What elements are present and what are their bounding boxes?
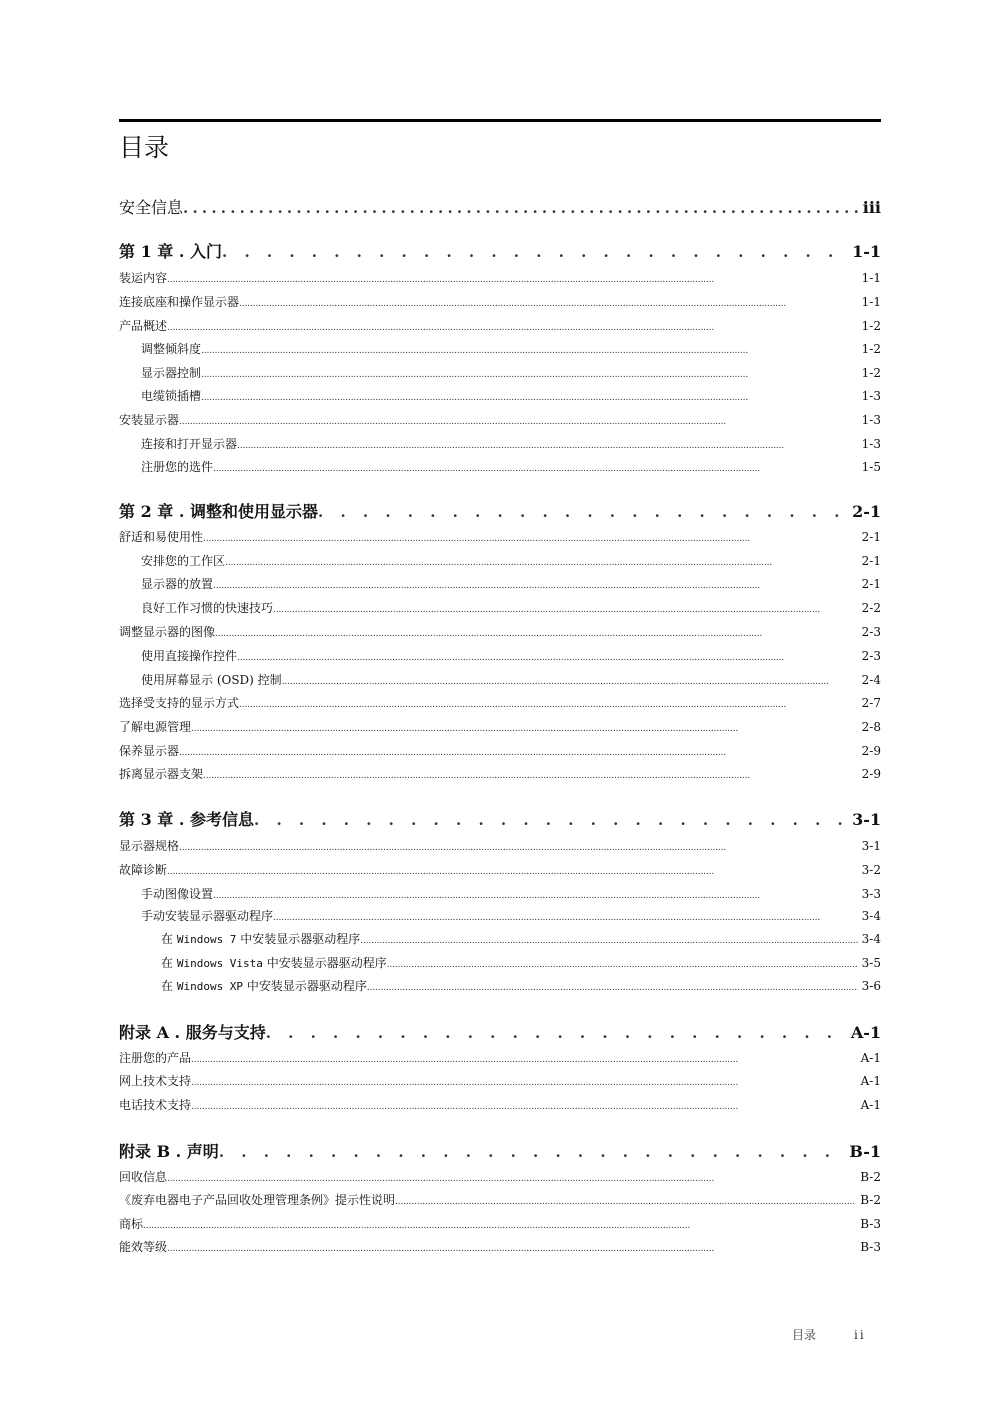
dot-leader: [167, 319, 858, 335]
toc-entry[interactable]: 商标 . . . B-3: [119, 1215, 881, 1233]
dot-leader: [203, 530, 858, 546]
dot-leader: [179, 413, 858, 429]
dot-leader: [213, 460, 858, 476]
toc-entry[interactable]: 保养显示器 . . . 2-9: [119, 742, 881, 760]
toc-chapter-2[interactable]: 第 2 章 . 调整和使用显示器 . . . 2-1: [119, 500, 881, 524]
toc-entry[interactable]: 连接底座和操作显示器 . . . 1-1: [119, 293, 881, 311]
toc-entry[interactable]: 注册您的选件 . . . 1-5: [119, 458, 881, 476]
toc-appendix-a[interactable]: 附录 A . 服务与支持 . . . A-1: [119, 1021, 881, 1045]
dot-leader: [201, 342, 858, 358]
toc-entry[interactable]: 了解电源管理 . . . 2-8: [119, 718, 881, 736]
dot-leader: [273, 909, 858, 925]
dot-leader: [213, 887, 858, 903]
toc-entry[interactable]: 回收信息 . . . B-2: [119, 1168, 881, 1186]
dot-leader: [213, 577, 858, 593]
page-footer: [792, 1326, 866, 1343]
toc-safety[interactable]: 安全信息 . . . iii: [119, 196, 881, 220]
toc-entry[interactable]: 在 Windows XP 中安装显示器驱动程序 . . . 3-6: [119, 977, 881, 995]
dot-leader: [191, 1098, 857, 1114]
toc-entry[interactable]: 良好工作习惯的快速技巧 . . . 2-2: [119, 599, 881, 617]
toc-entry[interactable]: 能效等级 . . . B-3: [119, 1238, 881, 1256]
toc-entry[interactable]: 产品概述 . . . 1-2: [119, 317, 881, 335]
toc-entry[interactable]: 在 Windows Vista 中安装显示器驱动程序 . . . 3-5: [119, 954, 881, 972]
dot-leader: [225, 554, 858, 570]
toc-entry[interactable]: 在 Windows 7 中安装显示器驱动程序 . . . 3-4: [119, 930, 881, 948]
dot-leader: [167, 1240, 856, 1256]
toc-entry[interactable]: 注册您的产品 . . . A-1: [119, 1049, 881, 1067]
toc-entry[interactable]: 装运内容 . . . 1-1: [119, 269, 881, 287]
toc-entry[interactable]: 电缆锁插槽 . . . 1-3: [119, 387, 881, 405]
toc-entry[interactable]: 调整显示器的图像 . . . 2-3: [119, 623, 881, 641]
toc-entry[interactable]: 拆离显示器支架 . . . 2-9: [119, 765, 881, 783]
toc-chapter-3[interactable]: 第 3 章 . 参考信息 . . . 3-1: [119, 808, 881, 832]
dot-leader: [191, 1074, 857, 1090]
dot-leader: [387, 956, 858, 972]
toc-entry[interactable]: 使用屏幕显示 (OSD) 控制 . . . 2-4: [119, 671, 881, 689]
toc-entry[interactable]: 选择受支持的显示方式 . . . 2-7: [119, 694, 881, 712]
dot-leader: [282, 673, 858, 689]
dot-leader: [395, 1193, 856, 1209]
page-title: 目录: [119, 133, 170, 162]
dot-leader: [367, 979, 858, 995]
toc-entry[interactable]: 调整倾斜度 . . . 1-2: [119, 340, 881, 358]
toc-entry[interactable]: 显示器的放置 . . . 2-1: [119, 575, 881, 593]
dot-leader: [318, 500, 848, 524]
dot-leader: [273, 601, 858, 617]
dot-leader: [167, 271, 858, 287]
dot-leader: [179, 839, 858, 855]
dot-leader: [219, 1140, 846, 1164]
dot-leader: [203, 767, 858, 783]
toc-entry[interactable]: 显示器控制 . . . 1-2: [119, 364, 881, 382]
footer-section: 目录: [792, 1328, 817, 1342]
dot-leader: [167, 1170, 856, 1186]
toc-entry[interactable]: 连接和打开显示器 . . . 1-3: [119, 435, 881, 453]
dot-leader: [201, 389, 858, 405]
toc-chapter-1[interactable]: 第 1 章 . 入门 . . . 1-1: [119, 240, 881, 264]
toc-entry[interactable]: 《废弃电器电子产品回收处理管理条例》提示性说明 . . . B-2: [119, 1191, 881, 1209]
dot-leader: [239, 696, 858, 712]
dot-leader: [254, 808, 848, 832]
toc-appendix-b[interactable]: 附录 B . 声明 . . . B-1: [119, 1140, 881, 1164]
dot-leader: [222, 240, 848, 264]
dot-leader: [237, 649, 858, 665]
dot-leader: [143, 1217, 856, 1233]
dot-leader: [191, 720, 858, 736]
dot-leader: [237, 437, 858, 453]
toc-entry[interactable]: 安装显示器 . . . 1-3: [119, 411, 881, 429]
dot-leader: [239, 295, 858, 311]
toc-entry[interactable]: 故障诊断 . . . 3-2: [119, 861, 881, 879]
toc-entry[interactable]: 使用直接操作控件 . . . 2-3: [119, 647, 881, 665]
dot-leader: [201, 366, 858, 382]
toc-entry[interactable]: 网上技术支持 . . . A-1: [119, 1072, 881, 1090]
toc-entry[interactable]: 安排您的工作区 . . . 2-1: [119, 552, 881, 570]
footer-page-number: ii: [854, 1328, 866, 1342]
dot-leader: [191, 1051, 857, 1067]
dot-leader: [179, 744, 858, 760]
dot-leader: [183, 196, 859, 220]
dot-leader: [167, 863, 858, 879]
dot-leader: [360, 932, 857, 948]
toc-entry[interactable]: 手动安装显示器驱动程序 . . . 3-4: [119, 907, 881, 925]
toc-entry[interactable]: 显示器规格 . . . 3-1: [119, 837, 881, 855]
toc-entry[interactable]: 手动图像设置 . . . 3-3: [119, 885, 881, 903]
toc-entry[interactable]: 电话技术支持 . . . A-1: [119, 1096, 881, 1114]
dot-leader: [266, 1021, 847, 1045]
dot-leader: [215, 625, 858, 641]
title-rule: [119, 119, 881, 122]
toc-entry[interactable]: 舒适和易使用性 . . . 2-1: [119, 528, 881, 546]
